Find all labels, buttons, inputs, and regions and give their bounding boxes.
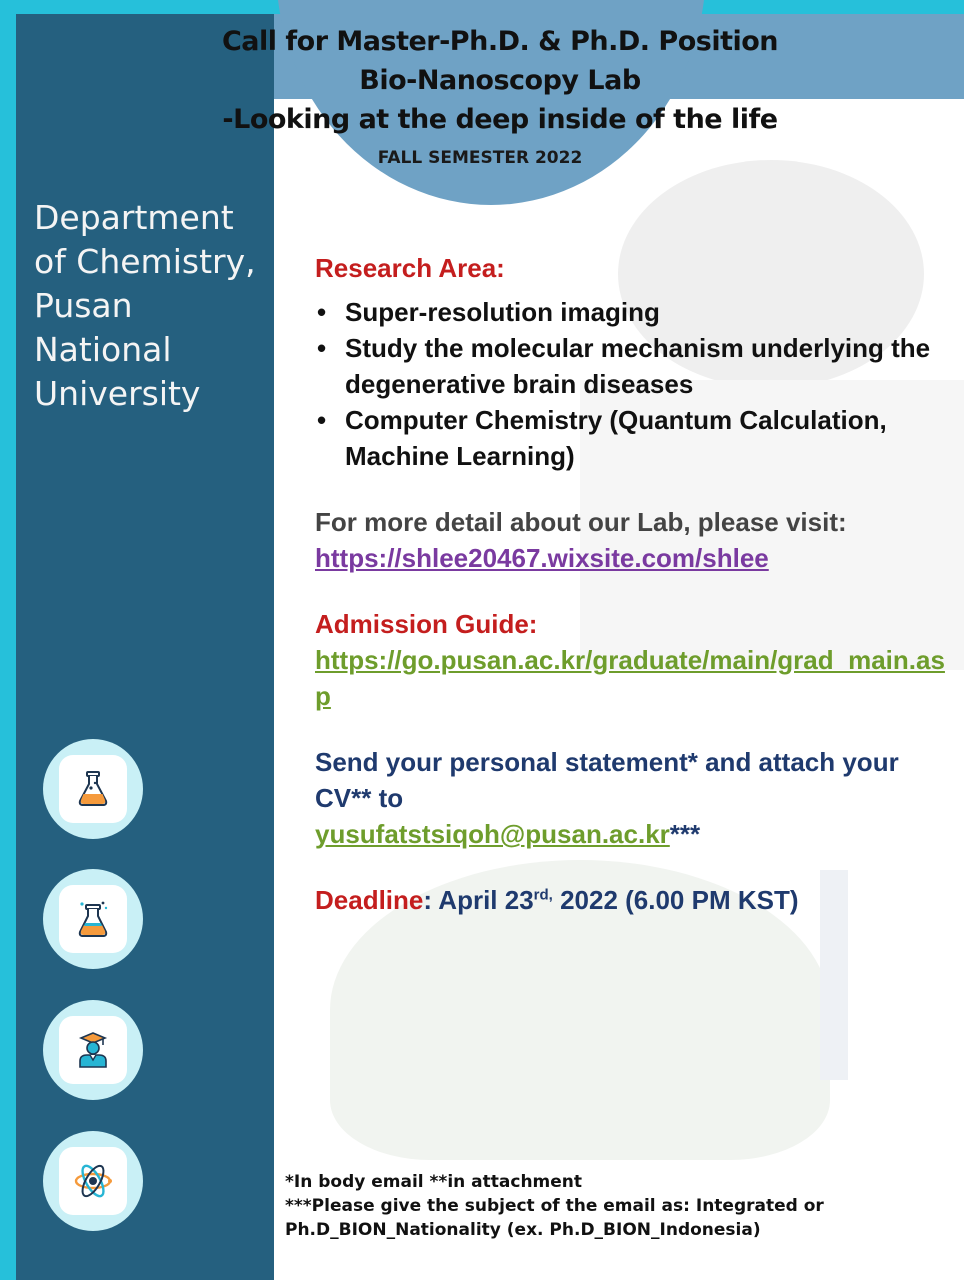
header-line-1: Call for Master-Ph.D. & Ph.D. Position: [221, 26, 779, 57]
research-item-2: • Study the molecular mechanism underlying the degenerative brain diseases: [315, 330, 945, 402]
research-item-1: • Super-resolution imaging: [315, 294, 945, 330]
send-instructions: Send your personal statement* and attach your CV** to: [315, 747, 899, 813]
deadline-label: Deadline: [315, 885, 424, 915]
admission-guide-heading: Admission Guide:: [315, 609, 538, 639]
spacer: [315, 714, 945, 744]
lab-detail-text: For more detail about our Lab, please visit:: [315, 507, 847, 537]
lab-website-link[interactable]: https://shlee20467.wixsite.com/shlee: [315, 543, 769, 573]
contact-email-link[interactable]: yusufatstsiqoh@pusan.ac.kr: [315, 819, 670, 849]
footnote-line-1: *In body email **in attachment: [285, 1172, 583, 1192]
main-content: [315, 250, 945, 918]
atom-tile: [43, 1131, 143, 1231]
department-title: Department of Chemistry, Pusan National University: [34, 198, 256, 413]
research-item-3: • Computer Chemistry (Quantum Calculation, Machine Learning): [315, 402, 945, 474]
header-line-2: Bio-Nanoscopy Lab: [359, 65, 641, 96]
spacer: [315, 576, 945, 606]
research-area-heading: Research Area:: [315, 253, 505, 283]
atom-icon: [73, 1161, 113, 1201]
deadline-date-start: : April 23: [423, 885, 534, 915]
footnote-line-2: ***Please give the subject of the email as: Integrated or Ph.D_BION_Nationality (ex. Ph.D_BION_Indonesia): [285, 1196, 824, 1240]
spacer: [315, 474, 945, 504]
semester-label: FALL SEMESTER 2022: [377, 148, 583, 168]
poster-header: [150, 22, 850, 139]
footnotes: [285, 1170, 885, 1242]
email-footnote-marker: ***: [669, 819, 701, 849]
spacer: [315, 852, 945, 882]
graduate-icon: [73, 1030, 113, 1070]
beaker-tile: [43, 869, 143, 969]
graduate-tile: [43, 1000, 143, 1100]
flask-tile: [43, 739, 143, 839]
research-area-list: [315, 294, 945, 474]
header-line-3: -Looking at the deep inside of the life: [222, 104, 778, 135]
deadline-line: [315, 882, 945, 918]
flask-icon: [73, 769, 113, 809]
beaker-icon: [73, 899, 113, 939]
deadline-date-end: 2022 (6.00 PM KST): [552, 885, 799, 915]
deadline-date-suffix: rd,: [533, 886, 553, 904]
left-stripe: [0, 0, 16, 1280]
admission-guide-link[interactable]: https://go.pusan.ac.kr/graduate/main/grad_main.asp: [315, 645, 945, 711]
